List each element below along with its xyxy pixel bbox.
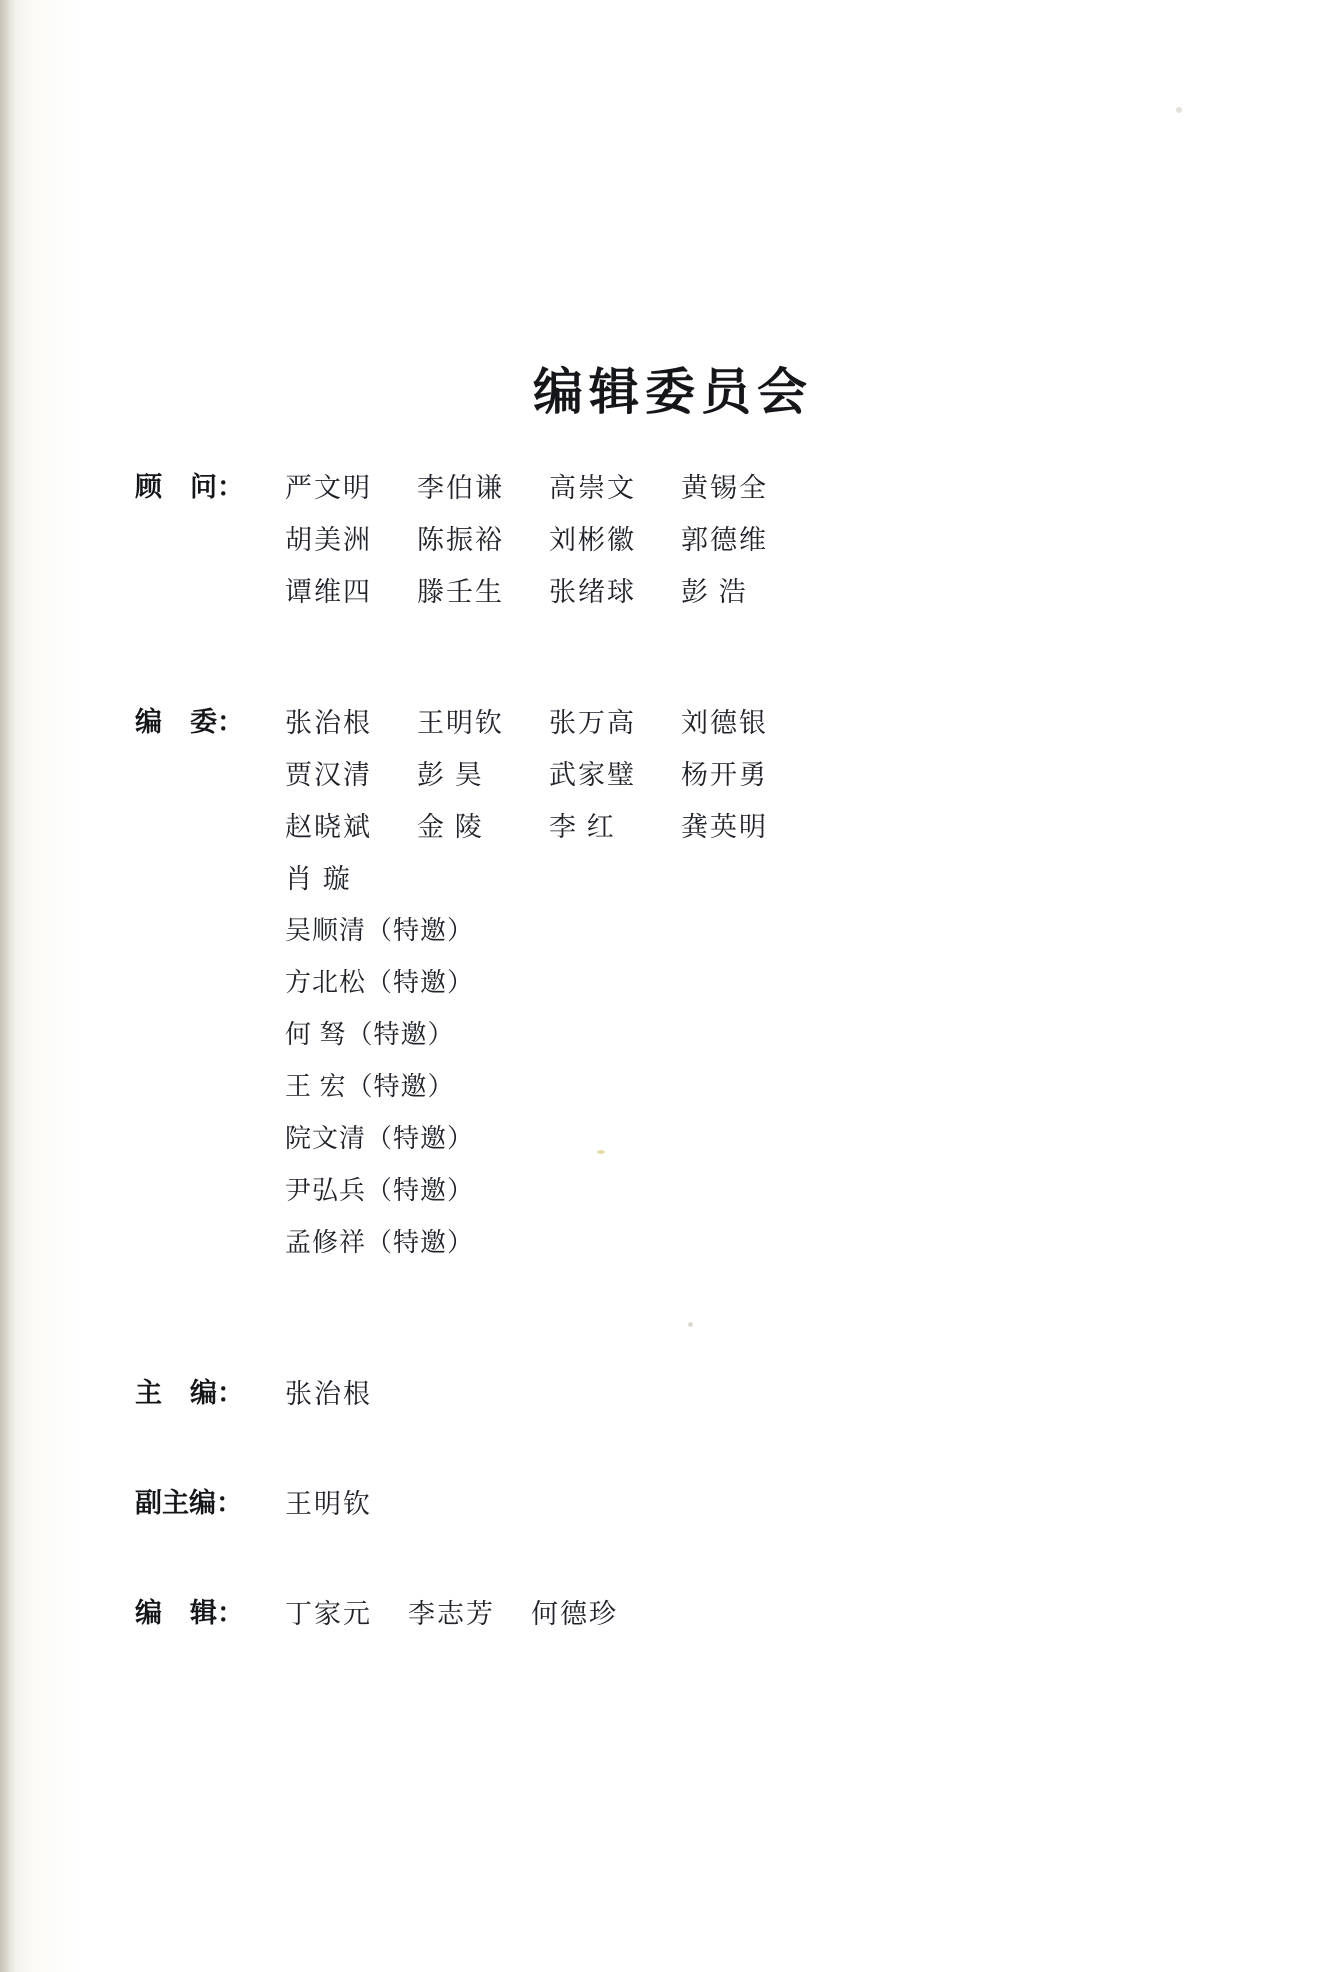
section-editorial-members (135, 697, 813, 1269)
person-name: 肖 璇 (285, 864, 352, 894)
person-name: 胡美洲 (285, 525, 372, 555)
section-editors (135, 1588, 654, 1640)
person-name: 严文明 (285, 473, 372, 503)
scan-speck (597, 1150, 605, 1154)
person-name-invited: 王 宏（特邀） (285, 1072, 455, 1101)
scan-speck (688, 1322, 693, 1327)
person-name: 金 陵 (417, 812, 484, 842)
person-name: 滕壬生 (417, 577, 504, 607)
person-name: 张绪球 (549, 577, 636, 607)
person-name-invited: 吴顺清（特邀） (285, 916, 475, 945)
section-label-editorial-members: 编 委： (135, 707, 244, 738)
page-title: 编辑委员会 (533, 362, 813, 421)
section-label-deputy-editor: 副主编： (135, 1488, 243, 1519)
special-invited-row (285, 1009, 813, 1061)
section-editor-in-chief (135, 1368, 408, 1420)
name-row (285, 566, 813, 618)
person-name: 武家璧 (549, 760, 636, 790)
person-name: 高崇文 (549, 473, 636, 503)
editorial-members-rows (285, 697, 813, 1269)
person-name: 何德珍 (531, 1599, 618, 1629)
scan-speck (1176, 107, 1182, 113)
person-name: 李志芳 (408, 1599, 495, 1629)
name-row (285, 462, 813, 514)
special-invited-row (285, 957, 813, 1009)
editors-names (285, 1588, 654, 1640)
special-invited-row (285, 1165, 813, 1217)
deputy-editor-names (285, 1478, 408, 1530)
person-name: 赵晓斌 (285, 812, 372, 842)
special-invited-row (285, 1061, 813, 1113)
person-name: 丁家元 (285, 1599, 372, 1629)
person-name: 王明钦 (285, 1489, 372, 1519)
person-name: 杨开勇 (681, 760, 768, 790)
section-label-editor-in-chief: 主 编： (135, 1378, 244, 1409)
person-name: 张万高 (549, 708, 636, 738)
name-row (285, 749, 813, 801)
person-name: 李伯谦 (417, 473, 504, 503)
person-name: 郭德维 (681, 525, 768, 555)
editor-in-chief-names (285, 1368, 408, 1420)
special-invited-row (285, 1113, 813, 1165)
person-name: 李 红 (549, 812, 616, 842)
section-label-advisors: 顾 问： (135, 472, 244, 503)
person-name: 谭维四 (285, 577, 372, 607)
section-label-editors: 编 辑： (135, 1598, 244, 1629)
name-row (285, 853, 813, 905)
person-name: 张治根 (285, 1379, 372, 1409)
person-name: 龚英明 (681, 812, 768, 842)
person-name: 黄锡全 (681, 473, 768, 503)
name-row (285, 514, 813, 566)
person-name-invited: 院文清（特邀） (285, 1124, 475, 1153)
name-row (285, 697, 813, 749)
advisors-rows (285, 462, 813, 618)
person-name-invited: 何 驽（特邀） (285, 1020, 455, 1049)
person-name: 刘彬徽 (549, 525, 636, 555)
person-name: 彭 浩 (681, 577, 748, 607)
person-name-invited: 尹弘兵（特邀） (285, 1176, 475, 1205)
person-name: 彭 昊 (417, 760, 484, 790)
person-name-invited: 孟修祥（特邀） (285, 1228, 475, 1257)
person-name: 陈振裕 (417, 525, 504, 555)
person-name: 王明钦 (417, 708, 504, 738)
person-name: 刘德银 (681, 708, 768, 738)
section-deputy-editor (135, 1478, 408, 1530)
special-invited-row (285, 905, 813, 957)
name-row (285, 801, 813, 853)
person-name-invited: 方北松（特邀） (285, 968, 475, 997)
person-name: 张治根 (285, 708, 372, 738)
section-advisors (135, 462, 813, 618)
person-name: 贾汉清 (285, 760, 372, 790)
special-invited-row (285, 1217, 813, 1269)
